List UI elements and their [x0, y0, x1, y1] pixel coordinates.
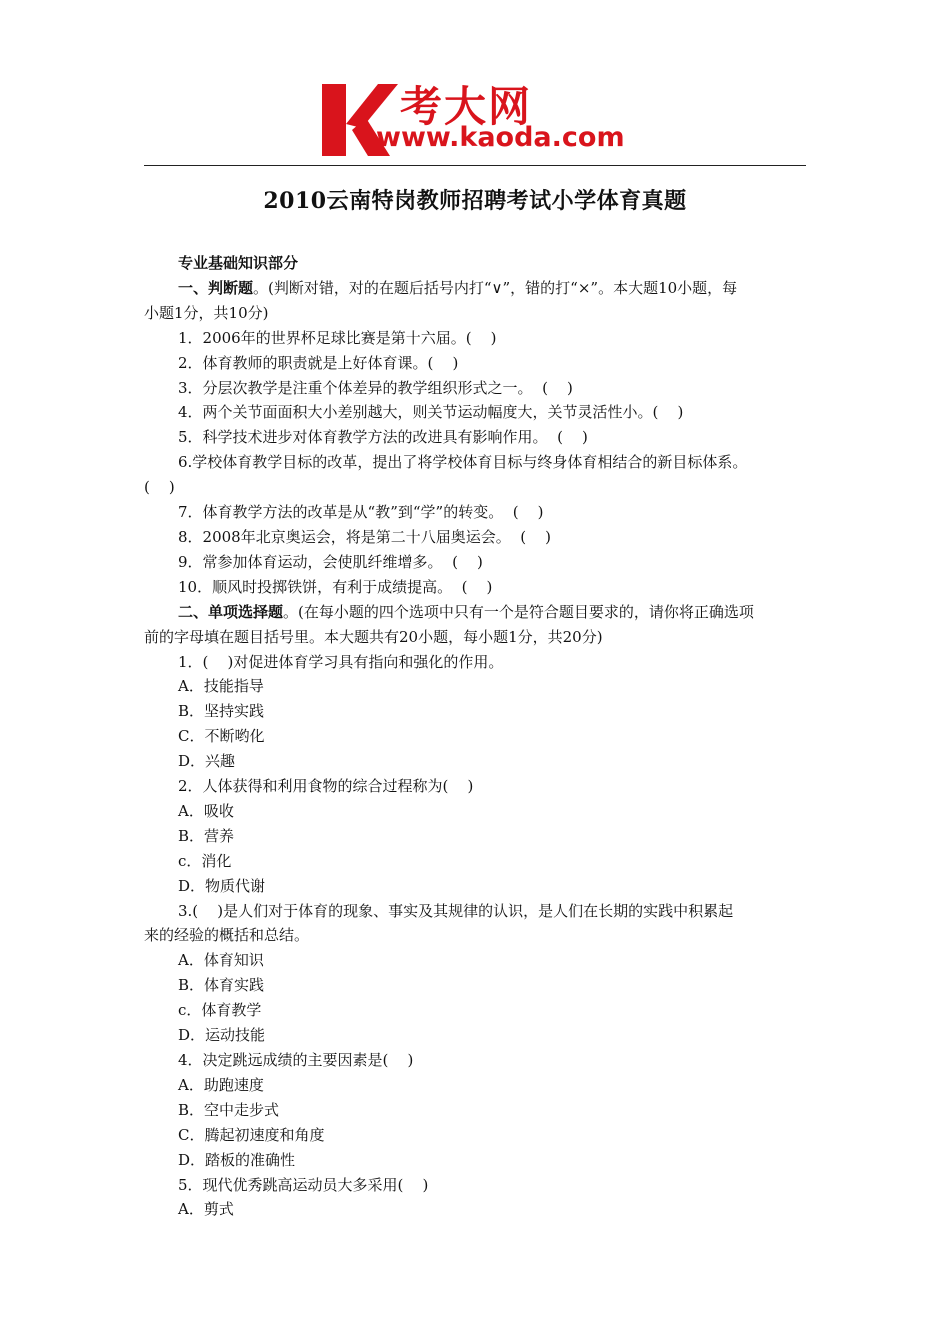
mc-option: A．体育知识 — [178, 951, 264, 970]
mc-option: A．剪式 — [178, 1200, 234, 1219]
mc-option: A．吸收 — [178, 801, 234, 820]
section-heading: 专业基础知识部分 — [178, 254, 299, 272]
part2-instructions-line2: 前的字母填在题目括号里。本大题共有20小题，每小题1分，共20分) — [144, 627, 603, 646]
mc-option: A．助跑速度 — [178, 1075, 264, 1094]
part1-instructions-text: 。(判断对错，对的在题后括号内打“∨”，错的打“×”。本大题10小题，每 — [253, 278, 738, 297]
mc-question-stem: 1．( )对促进体育学习具有指向和强化的作用。 — [178, 652, 504, 671]
tf-question: 2．体育教师的职责就是上好体育课。( ) — [178, 353, 459, 372]
part1-heading: 一、判断题 — [178, 278, 254, 297]
mc-option: B．营养 — [178, 826, 235, 845]
part2-instructions-text: 。(在每小题的四个选项中只有一个是符合题目要求的，请你将正确选项 — [283, 602, 754, 621]
mc-option: C．不断哟化 — [178, 727, 265, 746]
kaoda-logo — [318, 78, 648, 160]
part2-instructions-line1 — [144, 600, 808, 625]
mc-option: c．体育教学 — [178, 1001, 262, 1020]
tf-question: 10．顺风时投掷铁饼，有利于成绩提高。 ( ) — [178, 577, 493, 596]
mc-option: B．空中走步式 — [178, 1100, 280, 1119]
mc-question-stem: 3.( )是人们对于体育的现象、事实及其规律的认识，是人们在长期的实践中积累起 — [178, 901, 734, 920]
mc-question-stem: 2．人体获得和利用食物的综合过程称为( ) — [178, 777, 474, 796]
part1-instructions-line1 — [144, 276, 808, 301]
part1-instructions-line2: 小题1分，共10分) — [144, 303, 269, 322]
tf-question-continuation: ( ) — [144, 478, 175, 497]
logo-brand-name: 考大网 — [400, 82, 533, 131]
tf-question: 8．2008年北京奥运会，将是第二十八届奥运会。 ( ) — [178, 527, 552, 546]
tf-question: 5．科学技术进步对体育教学方法的改进具有影响作用。 ( ) — [178, 428, 588, 447]
tf-question: 1．2006年的世界杯足球比赛是第十六届。( ) — [178, 328, 497, 347]
tf-question: 7．体育教学方法的改革是从“教”到“学”的转变。 ( ) — [178, 503, 544, 522]
mc-option: B．体育实践 — [178, 976, 265, 995]
tf-question: 9．常参加体育运动，会使肌纤维增多。 ( ) — [178, 552, 483, 571]
document-body — [144, 251, 808, 1222]
logo-url: www.kaoda.com — [376, 122, 625, 153]
tf-question: 4．两个关节面面积大小差别越大，则关节运动幅度大，关节灵活性小。( ) — [178, 403, 684, 422]
mc-option: c．消化 — [178, 851, 232, 870]
mc-option: D．运动技能 — [178, 1026, 266, 1045]
tf-question: 6.学校体育教学目标的改革，提出了将学校体育目标与终身体育相结合的新目标体系。 — [178, 453, 748, 472]
mc-option: D．踏板的准确性 — [178, 1150, 296, 1169]
mc-question-stem-continuation: 来的经验的概括和总结。 — [144, 926, 310, 945]
tf-question: 3．分层次教学是注重个体差异的教学组织形式之一。 ( ) — [178, 378, 573, 397]
part2-heading: 二、单项选择题 — [178, 602, 284, 621]
mc-option: B．坚持实践 — [178, 702, 265, 721]
mc-question-stem: 4．决定跳远成绩的主要因素是( ) — [178, 1051, 414, 1069]
mc-option: D．物质代谢 — [178, 876, 266, 895]
mc-option: A．技能指导 — [178, 677, 264, 696]
header-divider — [144, 165, 806, 166]
mc-option: C．腾起初速度和角度 — [178, 1125, 325, 1144]
mc-option: D．兴趣 — [178, 752, 236, 771]
mc-question-stem: 5．现代优秀跳高运动员大多采用( ) — [178, 1175, 429, 1194]
document-title: 2010云南特岗教师招聘考试小学体育真题 — [263, 188, 687, 214]
